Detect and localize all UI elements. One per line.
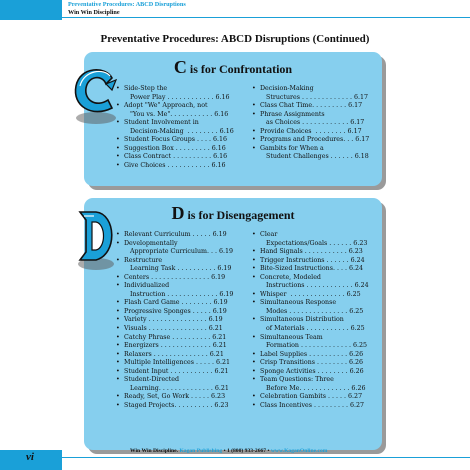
list-item-text: Class Incentives . . . . . . . . . 6.27 bbox=[260, 401, 365, 409]
bullet-icon: • bbox=[116, 307, 120, 315]
list-item-text: Suggestion Box . . . . . . . . . 6.16 bbox=[124, 144, 226, 152]
list-item bbox=[116, 351, 246, 360]
list-item-text: Learning Task . . . . . . . . . . 6.19 bbox=[124, 265, 232, 273]
list-item-text: Team Questions: Three bbox=[260, 376, 334, 384]
list-item-text: Celebration Gambits . . . . . 6.27 bbox=[260, 393, 363, 401]
list-item-text: Before Me. . . . . . . . . . . . . 6.26 bbox=[260, 384, 366, 392]
bullet-icon: • bbox=[116, 299, 120, 307]
list-item bbox=[116, 385, 246, 394]
list-item-text: Simultaneous Response bbox=[260, 299, 337, 307]
bullet-icon: • bbox=[116, 119, 120, 127]
section-c-right-list bbox=[252, 85, 380, 162]
list-item-text: Learning. . . . . . . . . . . . . . 6.21 bbox=[124, 384, 229, 392]
list-item-text: Phrase Assignments bbox=[260, 110, 325, 118]
list-item bbox=[252, 291, 380, 300]
bullet-icon: • bbox=[252, 316, 256, 324]
footer-publisher: Kagan Publishing bbox=[179, 448, 223, 454]
letter-d-emblem-icon bbox=[66, 204, 126, 274]
list-item-text: Sponge Activities . . . . . . . . 6.26 bbox=[260, 367, 364, 375]
list-item bbox=[116, 85, 246, 94]
list-item-text: Developmentally bbox=[124, 239, 178, 247]
list-item-text: Crisp Transitions . . . . . . . . 6.26 bbox=[260, 359, 364, 367]
list-item-text: Programs and Procedures. . . 6.17 bbox=[260, 136, 370, 144]
bullet-icon: • bbox=[116, 316, 120, 324]
list-item-text: Staged Projects. . . . . . . . . . 6.23 bbox=[124, 401, 229, 409]
list-item bbox=[252, 282, 380, 291]
list-item bbox=[116, 265, 246, 274]
bullet-icon: • bbox=[116, 342, 120, 350]
list-item bbox=[252, 368, 380, 377]
list-item-text: Clear bbox=[260, 231, 278, 238]
bullet-icon: • bbox=[252, 299, 256, 307]
bullet-icon: • bbox=[252, 273, 256, 281]
bullet-icon: • bbox=[116, 282, 120, 290]
list-item bbox=[116, 274, 246, 283]
footer-text bbox=[130, 448, 327, 454]
list-item bbox=[116, 334, 246, 343]
list-item-text: Relevant Curriculum . . . . . 6.19 bbox=[124, 231, 227, 238]
list-item-text: Hand Signals . . . . . . . . . . . 6.23 bbox=[260, 248, 363, 256]
list-item bbox=[116, 153, 246, 162]
list-item-text: Class Chat Time. . . . . . . . . 6.17 bbox=[260, 102, 363, 110]
list-item bbox=[252, 102, 380, 111]
list-item-text: Multiple Intelligences . . . . . 6.21 bbox=[124, 359, 231, 367]
bullet-icon: • bbox=[116, 161, 120, 169]
list-item bbox=[116, 308, 246, 317]
page-number: vi bbox=[26, 451, 34, 463]
bullet-icon: • bbox=[252, 359, 256, 367]
section-c-left-column bbox=[116, 85, 246, 170]
list-item bbox=[116, 231, 246, 240]
bullet-icon: • bbox=[116, 359, 120, 367]
header-book-title: Win Win Discipline bbox=[68, 9, 120, 16]
bullet-icon: • bbox=[116, 153, 120, 161]
bullet-icon: • bbox=[116, 256, 120, 264]
bullet-icon: • bbox=[252, 102, 256, 110]
list-item-text: Appropriate Curriculum. . . 6.19 bbox=[124, 248, 234, 256]
list-item-text: Adopt "We" Approach, not bbox=[124, 102, 208, 110]
header-color-tab bbox=[0, 0, 62, 20]
list-item-text: Label Supplies . . . . . . . . . . 6.26 bbox=[260, 350, 364, 358]
list-item-text: "You vs. Me". . . . . . . . . . . 6.16 bbox=[124, 110, 229, 118]
list-item-text: Provide Choices . . . . . . . . 6.17 bbox=[260, 127, 362, 135]
bullet-icon: • bbox=[252, 350, 256, 358]
list-item bbox=[116, 128, 246, 137]
section-d-left-column bbox=[116, 231, 246, 410]
list-item bbox=[116, 240, 246, 249]
list-item-text: Visuals . . . . . . . . . . . . . . . 6.21 bbox=[124, 325, 223, 333]
list-item bbox=[252, 299, 380, 308]
bullet-icon: • bbox=[116, 239, 120, 247]
bullet-icon: • bbox=[116, 231, 120, 238]
list-item bbox=[252, 393, 380, 402]
bullet-icon: • bbox=[116, 367, 120, 375]
list-item bbox=[252, 385, 380, 394]
header-chapter-title: Preventative Procedures: ABCD Disruptions bbox=[68, 1, 186, 8]
bullet-icon: • bbox=[252, 367, 256, 375]
list-item bbox=[116, 376, 246, 385]
list-item bbox=[116, 102, 246, 111]
list-item bbox=[252, 265, 380, 274]
bullet-icon: • bbox=[252, 248, 256, 256]
page-title: Preventative Procedures: ABCD Disruptions (Continued) bbox=[100, 33, 370, 45]
list-item-text: Instructions . . . . . . . . . . . . 6.24 bbox=[260, 282, 369, 290]
list-item-text: Flash Card Game . . . . . . . . 6.19 bbox=[124, 299, 228, 307]
list-item-text: Simultaneous Distribution bbox=[260, 316, 344, 324]
list-item bbox=[116, 393, 246, 402]
list-item-text: Formation . . . . . . . . . . . . . 6.25 bbox=[260, 342, 368, 350]
list-item bbox=[116, 257, 246, 266]
list-item bbox=[252, 153, 380, 162]
list-item bbox=[252, 316, 380, 325]
list-item bbox=[252, 402, 380, 411]
list-item-text: Give Choices . . . . . . . . . . . 6.16 bbox=[124, 161, 226, 169]
footer-rule bbox=[62, 457, 470, 458]
footer-url-link[interactable]: www.KaganOnline.com bbox=[270, 448, 328, 454]
list-item bbox=[116, 136, 246, 145]
footer-phone: • 1 (800) 933-2667 • bbox=[222, 448, 271, 454]
section-c-heading: is for Confrontation bbox=[186, 62, 293, 76]
list-item bbox=[116, 248, 246, 257]
list-item bbox=[252, 359, 380, 368]
list-item-text: of Materials . . . . . . . . . . . 6.25 bbox=[260, 325, 365, 333]
list-item bbox=[116, 402, 246, 411]
list-item-text: Modes . . . . . . . . . . . . . . . 6.25 bbox=[260, 307, 364, 315]
list-item-text: Relaxers . . . . . . . . . . . . . . 6.21 bbox=[124, 350, 224, 358]
header-rule bbox=[62, 17, 470, 18]
bullet-icon: • bbox=[252, 290, 256, 298]
list-item bbox=[252, 231, 380, 240]
bullet-icon: • bbox=[252, 136, 256, 144]
section-c-title bbox=[84, 57, 382, 78]
list-item-text: Class Contract . . . . . . . . . . 6.16 bbox=[124, 153, 228, 161]
list-item bbox=[252, 128, 380, 137]
list-item-text: Student Input . . . . . . . . . . . 6.21 bbox=[124, 367, 229, 375]
bullet-icon: • bbox=[252, 127, 256, 135]
bullet-icon: • bbox=[252, 85, 256, 92]
section-d-panel bbox=[84, 198, 382, 450]
bullet-icon: • bbox=[116, 325, 120, 333]
list-item bbox=[116, 316, 246, 325]
bullet-icon: • bbox=[116, 376, 120, 384]
list-item bbox=[252, 248, 380, 257]
list-item-text: Decision-Making . . . . . . . . 6.16 bbox=[124, 127, 234, 135]
list-item bbox=[252, 325, 380, 334]
list-item-text: Trigger Instructions . . . . . . 6.24 bbox=[260, 256, 365, 264]
bullet-icon: • bbox=[252, 256, 256, 264]
bullet-icon: • bbox=[116, 144, 120, 152]
footer-book-title: Win Win Discipline. bbox=[130, 448, 180, 454]
list-item-text: Student-Directed bbox=[124, 376, 179, 384]
list-item bbox=[116, 162, 246, 171]
bullet-icon: • bbox=[116, 333, 120, 341]
list-item-text: Centers . . . . . . . . . . . . . . . 6.19 bbox=[124, 273, 226, 281]
list-item-text: Gambits for When a bbox=[260, 144, 324, 152]
section-d-title bbox=[84, 203, 382, 224]
list-item bbox=[116, 94, 246, 103]
bullet-icon: • bbox=[116, 102, 120, 110]
list-item bbox=[252, 257, 380, 266]
list-item-text: Simultaneous Team bbox=[260, 333, 323, 341]
list-item bbox=[252, 119, 380, 128]
section-d-letter: D bbox=[171, 203, 185, 223]
list-item bbox=[116, 282, 246, 291]
list-item bbox=[116, 299, 246, 308]
list-item bbox=[116, 111, 246, 120]
list-item-text: Ready, Set, Go Work . . . . . 6.23 bbox=[124, 393, 226, 401]
bullet-icon: • bbox=[252, 376, 256, 384]
list-item bbox=[252, 111, 380, 120]
list-item bbox=[252, 376, 380, 385]
list-item bbox=[252, 274, 380, 283]
bullet-icon: • bbox=[252, 401, 256, 409]
list-item bbox=[116, 342, 246, 351]
section-c-left-list bbox=[116, 85, 246, 170]
list-item-text: Bite-Sized Instructions. . . . 6.24 bbox=[260, 265, 363, 273]
bullet-icon: • bbox=[252, 393, 256, 401]
list-item bbox=[252, 94, 380, 103]
bullet-icon: • bbox=[116, 136, 120, 144]
bullet-icon: • bbox=[116, 401, 120, 409]
list-item-text: Individualized bbox=[124, 282, 170, 290]
list-item-text: Energizers . . . . . . . . . . . . . 6.21 bbox=[124, 342, 227, 350]
list-item-text: Restructure bbox=[124, 256, 163, 264]
letter-c-emblem-icon bbox=[66, 60, 126, 130]
list-item bbox=[252, 342, 380, 351]
list-item-text: Side-Step the bbox=[124, 85, 168, 92]
list-item bbox=[252, 334, 380, 343]
list-item-text: Student Involvement in bbox=[124, 119, 199, 127]
list-item-text: Variety . . . . . . . . . . . . . . . 6.19 bbox=[124, 316, 223, 324]
list-item bbox=[116, 145, 246, 154]
bullet-icon: • bbox=[116, 393, 120, 401]
list-item-text: Decision-Making bbox=[260, 85, 314, 92]
page-header bbox=[0, 0, 470, 20]
section-d-right-column bbox=[252, 231, 380, 410]
list-item bbox=[252, 308, 380, 317]
list-item-text: Structures . . . . . . . . . . . . . 6.17 bbox=[260, 93, 369, 101]
list-item-text: Catchy Phrase . . . . . . . . . . 6.21 bbox=[124, 333, 227, 341]
section-d-heading: is for Disengagement bbox=[184, 208, 295, 222]
bullet-icon: • bbox=[252, 333, 256, 341]
list-item bbox=[252, 145, 380, 154]
list-item-text: Concrete, Modeled bbox=[260, 273, 321, 281]
section-c-right-column bbox=[252, 85, 380, 162]
section-c-letter: C bbox=[173, 57, 187, 77]
bullet-icon: • bbox=[116, 85, 120, 92]
list-item bbox=[116, 291, 246, 300]
list-item bbox=[252, 351, 380, 360]
list-item bbox=[116, 359, 246, 368]
bullet-icon: • bbox=[252, 265, 256, 273]
list-item bbox=[252, 240, 380, 249]
list-item-text: Instruction . . . . . . . . . . . . . 6.19 bbox=[124, 290, 234, 298]
list-item-text: Expectations/Goals . . . . . . 6.23 bbox=[260, 239, 368, 247]
list-item-text: Whisper . . . . . . . . . . . . . . 6.25 bbox=[260, 290, 361, 298]
list-item-text: Power Play . . . . . . . . . . . . 6.16 bbox=[124, 93, 230, 101]
bullet-icon: • bbox=[116, 273, 120, 281]
bullet-icon: • bbox=[252, 231, 256, 238]
bullet-icon: • bbox=[252, 110, 256, 118]
list-item-text: as Choices . . . . . . . . . . . . 6.17 bbox=[260, 119, 365, 127]
header-text bbox=[68, 1, 186, 17]
list-item bbox=[252, 136, 380, 145]
list-item-text: Progressive Sponges . . . . . 6.19 bbox=[124, 307, 227, 315]
bullet-icon: • bbox=[116, 350, 120, 358]
list-item-text: Student Focus Groups . . . . 6.16 bbox=[124, 136, 228, 144]
list-item bbox=[116, 368, 246, 377]
section-c-panel bbox=[84, 52, 382, 186]
section-d-right-list bbox=[252, 231, 380, 410]
list-item bbox=[116, 325, 246, 334]
bullet-icon: • bbox=[252, 144, 256, 152]
list-item bbox=[116, 119, 246, 128]
section-d-left-list bbox=[116, 231, 246, 410]
list-item bbox=[252, 85, 380, 94]
list-item-text: Student Challenges . . . . . . 6.18 bbox=[260, 153, 369, 161]
